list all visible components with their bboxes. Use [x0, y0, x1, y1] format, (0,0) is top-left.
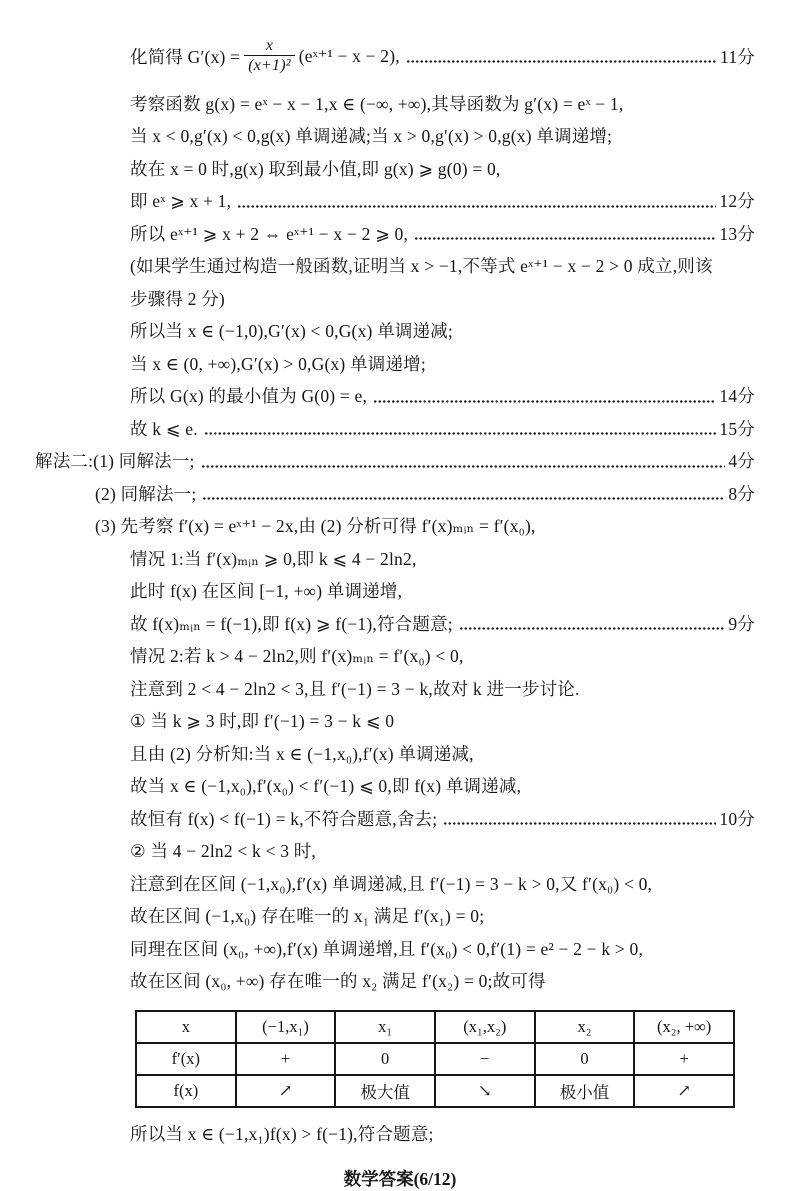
dot-leader — [414, 237, 716, 240]
solution-line — [0, 900, 755, 933]
fraction-denominator: (x+1)² — [244, 55, 295, 75]
line-text: (3) 先考察 f′(x) = eˣ⁺¹ − 2x,由 (2) 分析可得 f′(x)ₘᵢₙ = f′(x₀), — [95, 516, 536, 537]
solution-line — [0, 217, 755, 250]
score-label: 10分 — [719, 808, 755, 829]
line-text: 故恒有 f(x) < f(−1) = k,不符合题意,舍去; — [130, 808, 438, 829]
solution-line — [0, 282, 755, 315]
line-text: 故在区间 (−1,x₀) 存在唯一的 x₁ 满足 f′(x₁) = 0; — [130, 906, 485, 927]
solution-line — [0, 672, 755, 705]
solution-line — [0, 185, 755, 218]
solution-line — [0, 347, 755, 380]
line-text: 解法二:(1) 同解法一; — [35, 451, 195, 472]
solution-line — [0, 965, 755, 998]
line-text: 所以 G(x) 的最小值为 G(0) = e, — [130, 386, 368, 407]
line-text: 且由 (2) 分析知:当 x ∈ (−1,x₀),f′(x) 单调递减, — [130, 743, 474, 764]
dot-leader — [443, 822, 716, 825]
line-text: (如果学生通过构造一般函数,证明当 x > −1,不等式 eˣ⁺¹ − x − 2 > 0 成立,则该 — [130, 256, 713, 277]
score-label: 13分 — [719, 223, 755, 244]
line-text: 故 k ⩽ e. — [130, 418, 198, 439]
fraction-numerator: x — [265, 36, 274, 54]
line-text: 考察函数 g(x) = eˣ − x − 1,x ∈ (−∞, +∞),其导函数为 g′(x) = eˣ − 1, — [130, 93, 624, 114]
solution-line — [0, 835, 755, 868]
line-text: 所以当 x ∈ (−1,x₁)f(x) > f(−1),符合题意; — [130, 1123, 434, 1144]
table-cell: 0 — [535, 1043, 635, 1075]
table-cell: x — [136, 1011, 236, 1043]
dot-leader — [202, 497, 725, 500]
dot-leader — [204, 432, 717, 435]
line-text: 注意到在区间 (−1,x₀),f′(x) 单调递减,且 f′(−1) = 3 − k > 0,又 f′(x₀) < 0, — [130, 873, 653, 894]
dot-leader — [406, 60, 717, 63]
line-text: 同理在区间 (x₀, +∞),f′(x) 单调递增,且 f′(x₀) < 0,f′(1) = e² − 2 − k > 0, — [130, 938, 644, 959]
solution-line — [0, 152, 755, 185]
table-cell: x₁ — [335, 1011, 435, 1043]
solution-line — [0, 770, 755, 803]
solution-line — [0, 867, 755, 900]
fraction — [244, 37, 295, 76]
line-text: (eˣ⁺¹ − x − 2), — [298, 45, 400, 66]
line-text: 故在区间 (x₀, +∞) 存在唯一的 x₂ 满足 f′(x₂) = 0;故可得 — [130, 971, 546, 992]
solution-line — [0, 542, 755, 575]
solution-line — [0, 932, 755, 965]
dot-leader — [459, 627, 726, 630]
score-label: 15分 — [719, 418, 755, 439]
table-cell: ↗ — [634, 1075, 734, 1107]
table-cell: (x₁,x₂) — [435, 1011, 535, 1043]
score-label: 12分 — [719, 191, 755, 212]
table-row-x — [136, 1011, 734, 1043]
table-cell: 极小值 — [535, 1075, 635, 1107]
line-text: (2) 同解法一; — [95, 483, 197, 504]
dot-leader — [237, 205, 716, 208]
solution-line — [0, 1117, 755, 1150]
dot-leader — [373, 400, 716, 403]
line-text: 情况 1:当 f′(x)ₘᵢₙ ⩾ 0,即 k ⩽ 4 − 2ln2, — [130, 548, 417, 569]
solution-line — [0, 607, 755, 640]
score-label: 8分 — [728, 483, 755, 504]
line-text: 故在 x = 0 时,g(x) 取到最小值,即 g(x) ⩾ g(0) = 0, — [130, 158, 501, 179]
line-text: 此时 f(x) 在区间 [−1, +∞) 单调递增, — [130, 581, 403, 602]
solution-line — [0, 315, 755, 348]
monotonicity-table — [135, 1010, 735, 1108]
table-row-f — [136, 1075, 734, 1107]
table-cell: ↘ — [435, 1075, 535, 1107]
table-cell: (−1,x₁) — [236, 1011, 336, 1043]
table-cell: 0 — [335, 1043, 435, 1075]
dot-leader — [201, 465, 726, 468]
solution-line — [0, 802, 755, 835]
table-row-fprime — [136, 1043, 734, 1075]
solution-line — [0, 87, 755, 120]
table-cell: x₂ — [535, 1011, 635, 1043]
line-text: 当 x < 0,g′(x) < 0,g(x) 单调递减;当 x > 0,g′(x) > 0,g(x) 单调递增; — [130, 126, 613, 147]
solution-line — [0, 120, 755, 153]
solution-line — [0, 705, 755, 738]
line-text: ② 当 4 − 2ln2 < k < 3 时, — [130, 841, 317, 862]
solution-line — [0, 640, 755, 673]
score-label: 9分 — [728, 613, 755, 634]
solution-line — [0, 250, 755, 283]
table-cell: ↗ — [236, 1075, 336, 1107]
line-text: 故当 x ∈ (−1,x₀),f′(x₀) < f′(−1) ⩽ 0,即 f(x) 单调递减, — [130, 776, 522, 797]
line-text: 注意到 2 < 4 − 2ln2 < 3,且 f′(−1) = 3 − k,故对 k 进一步讨论. — [130, 678, 580, 699]
table-cell: + — [634, 1043, 734, 1075]
solution-line — [0, 380, 755, 413]
table-cell: + — [236, 1043, 336, 1075]
solution-line — [0, 510, 755, 543]
table-cell: 极大值 — [335, 1075, 435, 1107]
line-text: 当 x ∈ (0, +∞),G′(x) > 0,G(x) 单调递增; — [130, 353, 426, 374]
score-label: 14分 — [719, 386, 755, 407]
table-cell: (x₂, +∞) — [634, 1011, 734, 1043]
line-text: 步骤得 2 分) — [130, 288, 225, 309]
score-label: 11分 — [720, 46, 755, 67]
line-text: 即 eˣ ⩾ x + 1, — [130, 191, 232, 212]
line-text: 所以 eˣ⁺¹ ⩾ x + 2 ⇔ eˣ⁺¹ − x − 2 ⩾ 0, — [130, 223, 409, 244]
line-text: 所以当 x ∈ (−1,0),G′(x) < 0,G(x) 单调递减; — [130, 321, 453, 342]
score-label: 4分 — [728, 451, 755, 472]
solution-line — [0, 575, 755, 608]
solution-line — [0, 477, 755, 510]
line-text: 化简得 G′(x) = — [130, 46, 241, 67]
table-cell: f′(x) — [136, 1043, 236, 1075]
page-footer: 数学答案(6/12) — [343, 1168, 457, 1189]
table-cell: f(x) — [136, 1075, 236, 1107]
solution-line — [0, 412, 755, 445]
solution-line — [0, 737, 755, 770]
line-text: 故 f(x)ₘᵢₙ = f(−1),即 f(x) ⩾ f(−1),符合题意; — [130, 613, 453, 634]
solution-line — [0, 25, 755, 87]
solution-line-method2 — [0, 445, 755, 478]
line-text: ① 当 k ⩾ 3 时,即 f′(−1) = 3 − k ⩽ 0 — [130, 711, 395, 732]
line-text: 情况 2:若 k > 4 − 2ln2,则 f′(x)ₘᵢₙ = f′(x₀) < 0, — [130, 646, 464, 667]
table-cell: − — [435, 1043, 535, 1075]
